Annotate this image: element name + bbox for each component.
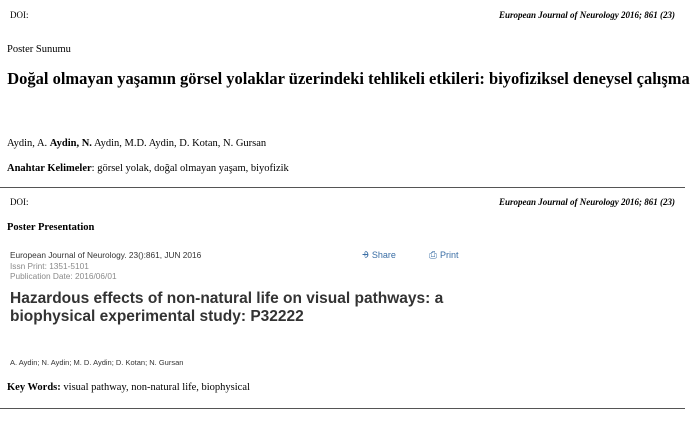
- share-button[interactable]: [362, 250, 396, 261]
- doi-label-en: DOI:: [10, 197, 29, 207]
- article-title-tr: Doğal olmayan yaşamın görsel yolaklar üzerindeki tehlikeli etkileri: biyofiziksel deneysel çalışma: [7, 69, 690, 88]
- journal-citation-tr: European Journal of Neurology 2016; 861 (23): [498, 10, 675, 20]
- print-label: Print: [440, 250, 459, 260]
- section-divider: [0, 187, 685, 188]
- keywords-value-tr: : görsel yolak, doğal olmayan yaşam, biyofizik: [91, 163, 289, 174]
- article-title-en: Hazardous effects of non-natural life on visual pathways: a biophysical experimental study: P32222: [10, 290, 444, 325]
- share-icon: ⨮: [362, 250, 369, 261]
- keywords-tr: [7, 163, 289, 174]
- section-label-en: Poster Presentation: [7, 222, 95, 233]
- keywords-label-tr: Anahtar Kelimeler: [7, 163, 92, 174]
- wiley-issn: Issn Print: 1351-5101: [10, 261, 89, 271]
- wiley-pubdate: Publication Date: 2016/06/01: [10, 271, 117, 281]
- author-list-start: Aydin, A.: [7, 138, 50, 149]
- journal-citation-en: European Journal of Neurology 2016; 861 (23): [498, 197, 675, 207]
- section-label-tr: Poster Sunumu: [7, 44, 71, 55]
- author-list-rest: Aydin, M.D. Aydin, D. Kotan, N. Gursan: [91, 138, 267, 149]
- doi-label-tr: DOI:: [10, 10, 29, 20]
- authors-en: A. Aydin; N. Aydin; M. D. Aydin; D. Kotan; N. Gursan: [10, 358, 184, 367]
- share-label: Share: [371, 250, 396, 260]
- authors-tr: [7, 138, 266, 149]
- print-button[interactable]: [429, 250, 459, 261]
- wiley-citation: European Journal of Neurology. 23():861, JUN 2016: [10, 250, 202, 260]
- author-highlight: Aydin, N.: [49, 138, 92, 149]
- keywords-en: [7, 382, 250, 393]
- bottom-divider: [0, 408, 685, 409]
- keywords-value-en: visual pathway, non-natural life, biophysical: [60, 382, 250, 393]
- print-icon: ⎙: [429, 250, 437, 261]
- keywords-label-en: Key Words:: [7, 382, 61, 393]
